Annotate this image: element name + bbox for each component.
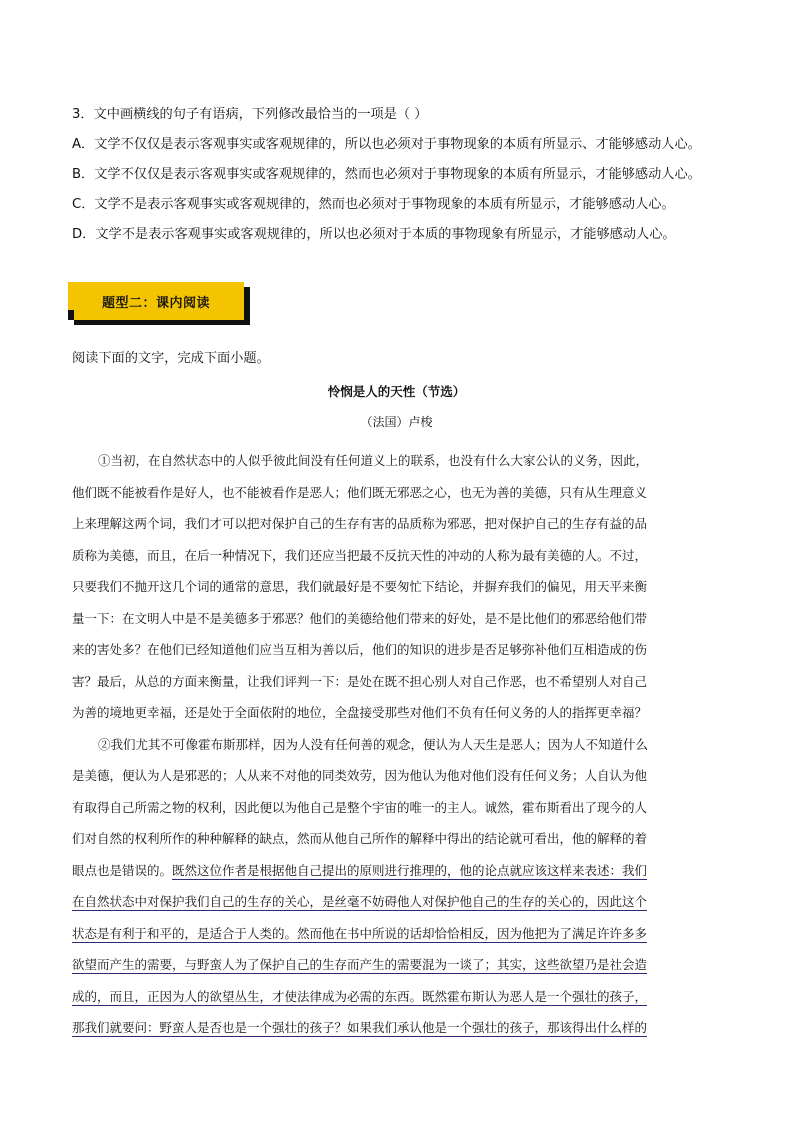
underlined-sentence-line: 状态是有利于和平的，是适合于人类的。然而他在书中所说的话却恰恰相反，因为他把为了满足许许多多 [72,925,648,941]
section-banner [68,282,252,326]
reading-instruction: 阅读下面的文字，完成下面小题。 [72,351,270,366]
underlined-sentence-start: 既然这位作者是根据他自己提出的原则进行推理的，他的论点就应该这样来表述：我们 [172,862,648,878]
passage-author: （法国）卢梭 [360,415,433,429]
plain-segment: 眼点也是错误的。 [72,862,173,878]
question-3 [72,100,732,250]
passage-title: 怜悯是人的天性（节选） [327,384,466,399]
paragraph-1-line: 他们既不能被看作是好人，也不能被看作是恶人；他们既无邪恶之心，也无为善的美德，只有从生理意义 [72,484,648,500]
section-label: 题型二：课内阅读 [101,295,210,311]
paragraph-1-line: 来的害处多？在他们已经知道他们应当互相为善以后，他们的知识的进步是否足够弥补他们互相造成的伤 [72,642,648,657]
paragraph-1-line: 只要我们不抛开这几个词的通常的意思，我们就最好是不要匆忙下结论，并摒弃我们的偏见，用天平来衡 [72,579,648,594]
option-d[interactable]: D．文学不是表示客观事实或客观规律的，所以也必须对于本质的事物现象有所显示，才能够感动人心。 [72,227,676,242]
paragraph-2-line-split [72,855,722,887]
paragraph-1-line: 害？最后，从总的方面来衡量，让我们评判一下：是处在既不担心别人对自己作恶，也不希望别人对自己 [72,673,648,689]
passage-body [72,445,722,1044]
underlined-sentence-line: 欲望而产生的需要，与野蛮人为了保护自己的生存而产生的需要混为一谈了；其实，这些欲望乃是社会造 [72,957,648,972]
option-b[interactable]: B．文学不仅仅是表示客观事实或客观规律的，然而也必须对于事物现象的本质有所显示，才能够感动人心。 [72,167,701,182]
option-c[interactable]: C．文学不是表示客观事实或客观规律的，然而也必须对于事物现象的本质有所显示，才能够感动人心。 [72,197,675,212]
paragraph-1-line: 质称为美德，而且，在后一种情况下，我们还应当把最不反抗天性的冲动的人称为最有美德的人。不过， [72,547,648,563]
paragraph-1-line: 为善的境地更幸福，还是处于全面依附的地位，全盘接受那些对他们不负有任何义务的人的指挥更幸福？ [72,705,648,720]
paragraph-1-line: 量一下：在文明人中是不是美德多于邪恶？他们的美德给他们带来的好处，是不是比他们的邪恶给他们带 [72,610,648,626]
paragraph-2-line: 有取得自己所需之物的权利，因此便以为他自己是整个宇宙的唯一的主人。诚然，霍布斯看出了现今的人 [72,799,648,815]
underlined-sentence-line: 成的，而且，正因为人的欲望丛生，才使法律成为必需的东西。既然霍布斯认为恶人是一个强壮的孩子， [72,988,648,1004]
underlined-sentence-line: 那我们就要问：野蛮人是否也是一个强壮的孩子？如果我们承认他是一个强壮的孩子，那该得出什么样的 [72,1020,648,1035]
paragraph-2-line: 们对自然的权利所作的种种解释的缺点，然而从他自己所作的解释中得出的结论就可看出，他的解释的着 [72,831,648,846]
paragraph-1-line: 上来理解这两个词，我们才可以把对保护自己的生存有害的品质称为邪恶，把对保护自己的生存有益的品 [72,516,648,531]
underlined-sentence-line: 在自然状态中对保护我们自己的生存的关心，是丝毫不妨碍他人对保护他自己的生存的关心的，因此这个 [72,894,648,909]
banner-accent [68,310,74,320]
banner-body [68,282,244,320]
paragraph-2-line: 是美德，便认为人是邪恶的；人从来不对他的同类效劳，因为他认为他对他们没有任何义务；人自认为他 [72,768,648,783]
question-stem: 3．文中画横线的句子有语病，下列修改最恰当的一项是（ ） [72,107,428,122]
paragraph-2-line: ②我们尤其不可像霍布斯那样，因为人没有任何善的观念，便认为人天生是恶人；因为人不知道什么 [98,736,649,752]
option-a[interactable]: A．文学不仅仅是表示客观事实或客观规律的，所以也必须对于事物现象的本质有所显示、才能够感动人心。 [72,137,701,152]
paragraph-1-line: ①当初，在自然状态中的人似乎彼此间没有任何道义上的联系，也没有什么大家公认的义务，因此， [98,453,649,468]
